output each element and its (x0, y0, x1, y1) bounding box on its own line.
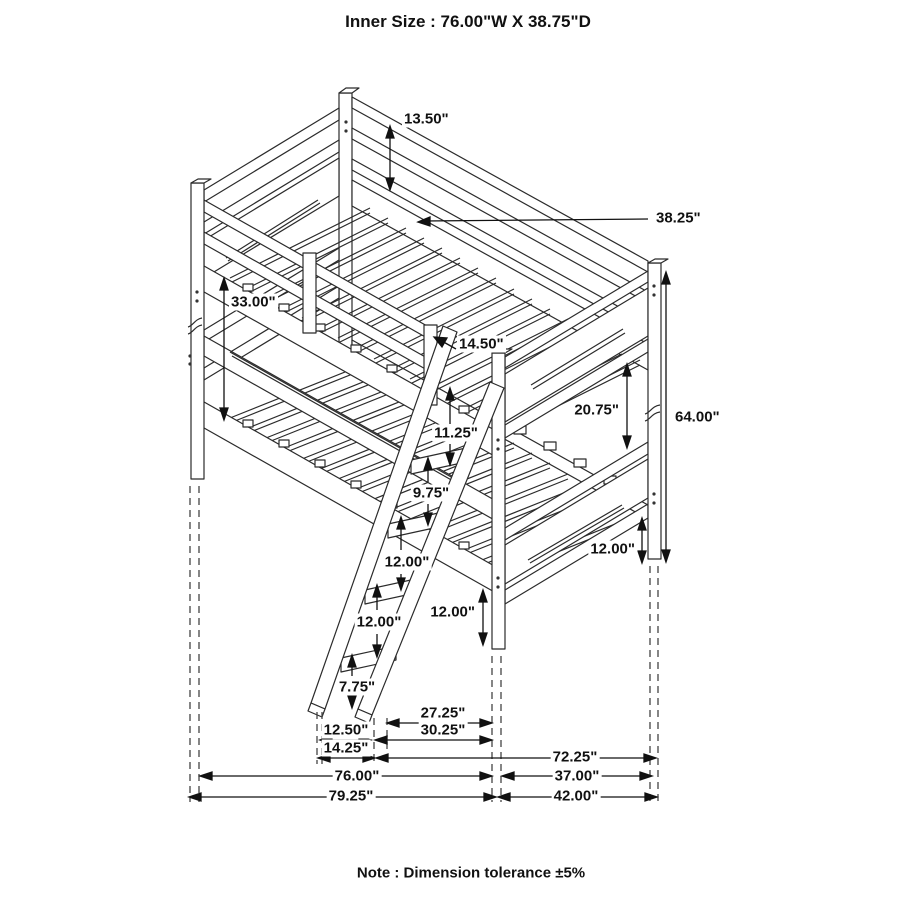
dim-14-25-label: 14.25" (323, 739, 369, 757)
dim-33-00-label: 33.00" (231, 293, 276, 311)
dim-42-00-label: 42.00" (553, 787, 599, 805)
tolerance-note: Note : Dimension tolerance ±5% (356, 864, 586, 882)
dim-14-50-label: 14.50" (459, 335, 504, 353)
dim-13-50-label: 13.50" (404, 110, 449, 128)
dim-11-25-label: 11.25" (434, 424, 478, 442)
dim-27-25-label: 27.25" (420, 704, 466, 722)
dim-12-00-leg-label: 12.00" (430, 603, 475, 621)
dim-12-00-rung-lower-label: 12.00" (356, 613, 402, 631)
dim-12-50-label: 12.50" (323, 721, 369, 739)
dim-76-00-label: 76.00" (334, 767, 380, 785)
dim-38-25-label: 38.25" (656, 209, 701, 227)
dim-64-00-label: 64.00" (675, 408, 720, 426)
dim-12-00-rung-upper-label: 12.00" (384, 553, 430, 571)
dim-72-25-label: 72.25" (552, 748, 598, 766)
dim-20-75-label: 20.75" (574, 401, 619, 419)
dim-12-00-headboard-label: 12.00" (590, 540, 635, 558)
inner-size-title: Inner Size : 76.00"W X 38.75"D (345, 12, 591, 31)
dim-9-75-label: 9.75" (412, 484, 450, 502)
dim-30-25-label: 30.25" (420, 721, 466, 739)
dim-79-25-label: 79.25" (328, 787, 374, 805)
dim-7-75-label: 7.75" (338, 678, 376, 696)
dim-37-00-label: 37.00" (554, 767, 600, 785)
